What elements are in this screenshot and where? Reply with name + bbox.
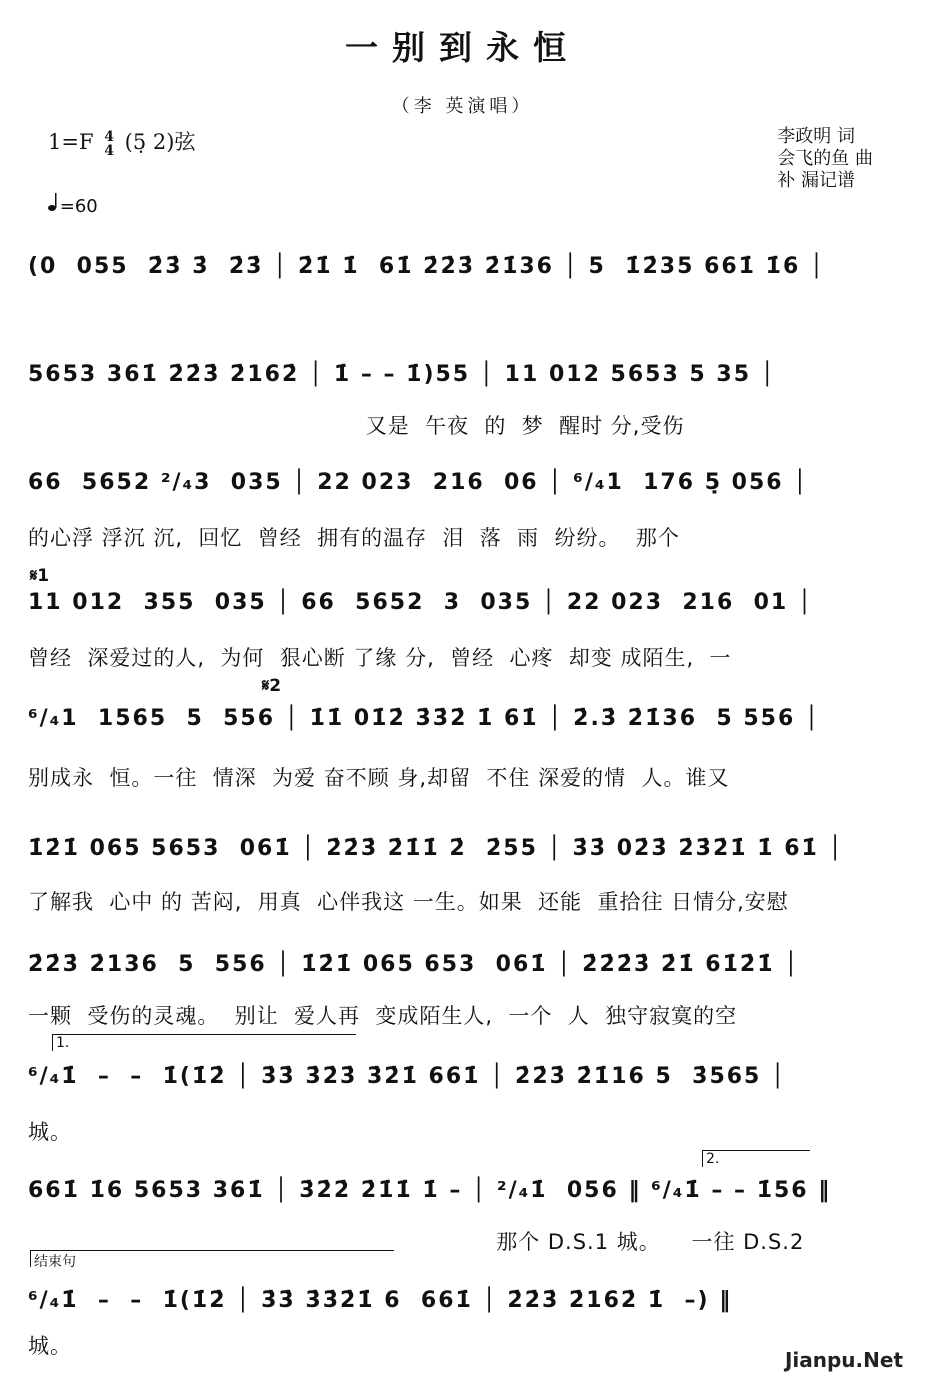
quarter-note-icon xyxy=(48,192,54,210)
key-label: 1=F xyxy=(48,130,94,154)
staff-row-1: (0 055 2̇3̇ 3̇ 2̇3̇ │ 2̇1̇ 1̇ 61̇ 2̇2̇3̇ 2̇1̇36 │ 5 1̇2̇35 661̇ 1̇6 │ xyxy=(28,254,826,279)
lyricist-credit: 李政明 词 xyxy=(777,126,855,147)
volta-bracket-2: 2. xyxy=(702,1150,810,1167)
staff-row-3: 66 5652 ²/₄3 035 │ 22 023 216 06 │ ⁶/₄1 176 5̣ 056 │ xyxy=(28,470,809,495)
staff-row-10: ⁶/₄1̇ – – 1̇(1̇2̇ │ 3̇3̇ 3̇3̇2̇1̇ 6 661̇ │ 2̇2̇3̇ 2̇162̇ 1̇ –) ‖ xyxy=(28,1288,733,1313)
key-signature xyxy=(48,126,195,158)
lyric-row-9: 那个 D.S.1 城。 一往 D.S.2 xyxy=(28,1230,805,1254)
lyric-row-2: 又是 午夜 的 梦 醒时 分,受伤 xyxy=(28,414,685,438)
tempo-value: =60 xyxy=(59,196,98,217)
lyric-row-7: 一颗 受伤的灵魂。 别让 爱人再 变成陌生人, 一个 人 独守寂寞的空 xyxy=(28,1004,738,1028)
lyric-row-5: 别成永 恒。一往 情深 为爱 奋不顾 身,却留 不住 深爱的情 人。谁又 xyxy=(28,766,730,790)
site-watermark: Jianpu.Net xyxy=(784,1348,903,1372)
tempo-marking xyxy=(48,192,98,217)
transcriber-credit: 补 漏记谱 xyxy=(777,170,855,191)
lyric-row-4: 曾经 深爱过的人, 为何 狠心断 了缘 分, 曾经 心疼 却变 成陌生, 一 xyxy=(28,646,732,670)
song-title: 一别到永恒 xyxy=(345,28,580,67)
segno-marker-2: 𝄋2 xyxy=(262,676,282,696)
staff-row-6: 1̇2̇1̇ 065 5653 061̇ │ 2̇2̇3̇ 2̇1̇1̇ 2̇ 2̇55 │ 3̇3̇ 02̇3̇ 2̇3̇2̇1̇ 1̇ 61̇ │ xyxy=(28,836,844,861)
segno-marker-1: 𝄋1 xyxy=(30,566,50,586)
credits xyxy=(777,126,873,192)
intro-hint: (5̣ 2)弦 xyxy=(124,130,196,154)
staff-row-7: 2̇2̇3̇ 2̇136 5 556 │ 1̇2̇1̇ 065 653 061̇ │ 2̇2̇2̇3̇ 2̇1̇ 61̇2̇1̇ │ xyxy=(28,952,800,977)
time-numerator: 4 xyxy=(104,128,114,145)
lyric-row-8: 城。 xyxy=(28,1120,72,1144)
staff-row-4: 11 012 355 035 │ 66 5652 3 035 │ 22 023 216 01 │ xyxy=(28,590,814,615)
time-signature xyxy=(104,130,114,158)
staff-row-9: 661̇ 1̇6 5653 361̇ │ 3̇2̇2̇ 2̇1̇1̇ 1̇ – │ ²/₄1̇ 056 ‖ ⁶/₄1̇ – – 1̇56 ‖ xyxy=(28,1178,832,1203)
lyric-row-3: 的心浮 浮沉 沉, 回忆 曾经 拥有的温存 泪 落 雨 纷纷。 那个 xyxy=(28,526,680,550)
staff-row-8: ⁶/₄1̇ – – 1̇(1̇2̇ │ 3̇3̇ 3̇2̇3̇ 3̇2̇1̇ 661̇ │ 2̇2̇3̇ 2̇1̇16 5 3̇565 │ xyxy=(28,1064,787,1089)
volta-bracket-1: 1. xyxy=(52,1034,356,1051)
lyric-row-6: 了解我 心中 的 苦闷, 用真 心伴我这 一生。如果 还能 重拾往 日情分,安慰 xyxy=(28,890,789,914)
singer-credit: （李 英演唱） xyxy=(391,96,534,117)
composer-credit: 会飞的鱼 曲 xyxy=(777,148,873,169)
ending-bracket: 结束句 xyxy=(30,1250,394,1267)
staff-row-2: 5653 361̇ 2̇2̇3̇ 2̇162̇ │ 1̇ – – 1̇)55 │ 11 012 5653 5 35 │ xyxy=(28,362,776,387)
time-denominator: 4 xyxy=(104,142,114,159)
lyric-row-10: 城。 xyxy=(28,1334,72,1358)
staff-row-5: ⁶/₄1 1565 5 556 │ 1̇1̇ 01̇2̇ 3̇3̇2̇ 1̇ 61̇ │ 2̇.3̇ 2̇1̇36 5 556 │ xyxy=(28,706,821,731)
